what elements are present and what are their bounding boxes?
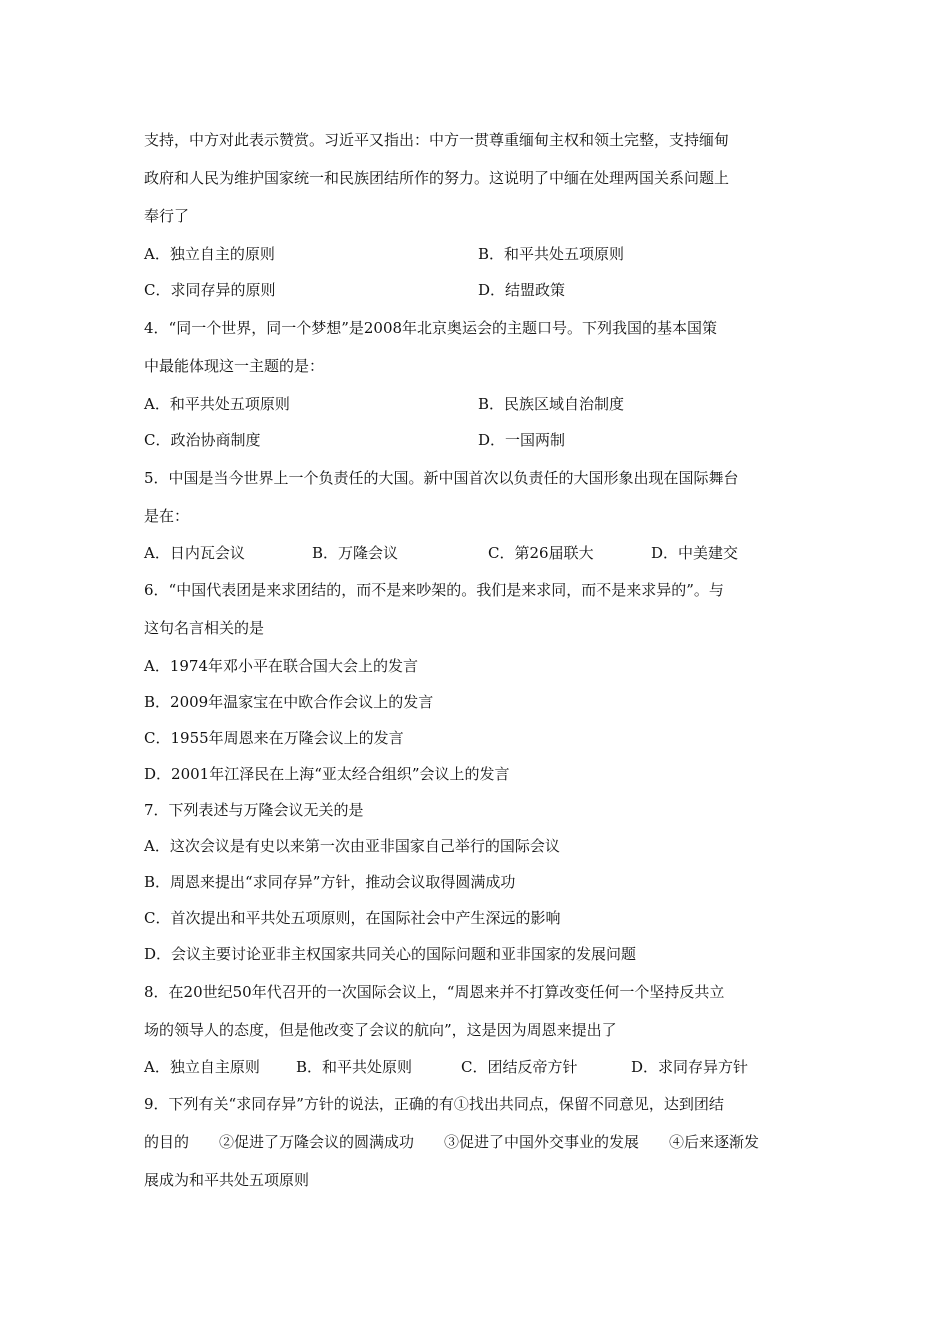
q8-option-b: B．和平共处原则 <box>296 1058 413 1076</box>
q3-option-d: D．结盟政策 <box>478 281 566 299</box>
q4-option-d: D．一国两制 <box>478 431 566 449</box>
q3-line-2: 政府和人民为维护国家统一和民族团结所作的努力。这说明了中缅在处理两国关系问题上 <box>144 169 730 187</box>
q8-option-a: A．独立自主原则 <box>144 1058 260 1076</box>
q7-line-1: 7．下列表述与万隆会议无关的是 <box>144 801 364 819</box>
q6-option-a: A．1974年邓小平在联合国大会上的发言 <box>144 657 419 675</box>
q4-line-2: 中最能体现这一主题的是： <box>144 357 325 375</box>
q9-line-2: 的目的 ②促进了万隆会议的圆满成功 ③促进了中国外交事业的发展 ④后来逐渐发 <box>144 1133 760 1151</box>
q6-option-c: C．1955年周恩来在万隆会议上的发言 <box>144 729 404 747</box>
q9-line-1: 9．下列有关“求同存异”方针的说法，正确的有①找出共同点，保留不同意见，达到团结 <box>144 1095 724 1113</box>
q5-line-1: 5．中国是当今世界上一个负责任的大国。新中国首次以负责任的大国形象出现在国际舞台 <box>144 469 739 487</box>
q7-option-c: C．首次提出和平共处五项原则，在国际社会中产生深远的影响 <box>144 909 561 927</box>
q8-line-2: 场的领导人的态度，但是他改变了会议的航向”，这是因为周恩来提出了 <box>144 1021 617 1039</box>
q3-line-3: 奉行了 <box>144 207 190 225</box>
q4-line-1: 4．“同一个世界，同一个梦想”是2008年北京奥运会的主题口号。下列我国的基本国策 <box>144 319 718 337</box>
q6-option-b: B．2009年温家宝在中欧合作会议上的发言 <box>144 693 434 711</box>
q5-option-d: D．中美建交 <box>651 544 739 562</box>
q3-option-b: B．和平共处五项原则 <box>478 245 625 263</box>
q3-line-1: 支持，中方对此表示赞赏。习近平又指出：中方一贯尊重缅甸主权和领土完整，支持缅甸 <box>144 131 730 149</box>
q7-option-d: D．会议主要讨论亚非主权国家共同关心的国际问题和亚非国家的发展问题 <box>144 945 637 963</box>
q5-option-c: C．第26届联大 <box>488 544 594 562</box>
q7-option-b: B．周恩来提出“求同存异”方针，推动会议取得圆满成功 <box>144 873 516 891</box>
q6-line-1: 6．“中国代表团是来求团结的，而不是来吵架的。我们是来求同，而不是来求异的”。与 <box>144 581 724 599</box>
q5-line-2: 是在： <box>144 507 190 525</box>
q4-option-b: B．民族区域自治制度 <box>478 395 625 413</box>
q8-option-d: D．求同存异方针 <box>631 1058 749 1076</box>
q6-option-d: D．2001年江泽民在上海“亚太经合组织”会议上的发言 <box>144 765 510 783</box>
q3-option-c: C．求同存异的原则 <box>144 281 276 299</box>
q5-option-a: A．日内瓦会议 <box>144 544 245 562</box>
q4-option-a: A．和平共处五项原则 <box>144 395 290 413</box>
q9-line-3: 展成为和平共处五项原则 <box>144 1171 310 1189</box>
q4-option-c: C．政治协商制度 <box>144 431 261 449</box>
q8-option-c: C．团结反帝方针 <box>461 1058 578 1076</box>
q6-line-2: 这句名言相关的是 <box>144 619 265 637</box>
q3-option-a: A．独立自主的原则 <box>144 245 275 263</box>
q8-line-1: 8．在20世纪50年代召开的一次国际会议上，“周恩来并不打算改变任何一个坚持反共立 <box>144 983 725 1001</box>
q5-option-b: B．万隆会议 <box>312 544 399 562</box>
q7-option-a: A．这次会议是有史以来第一次由亚非国家自己举行的国际会议 <box>144 837 560 855</box>
